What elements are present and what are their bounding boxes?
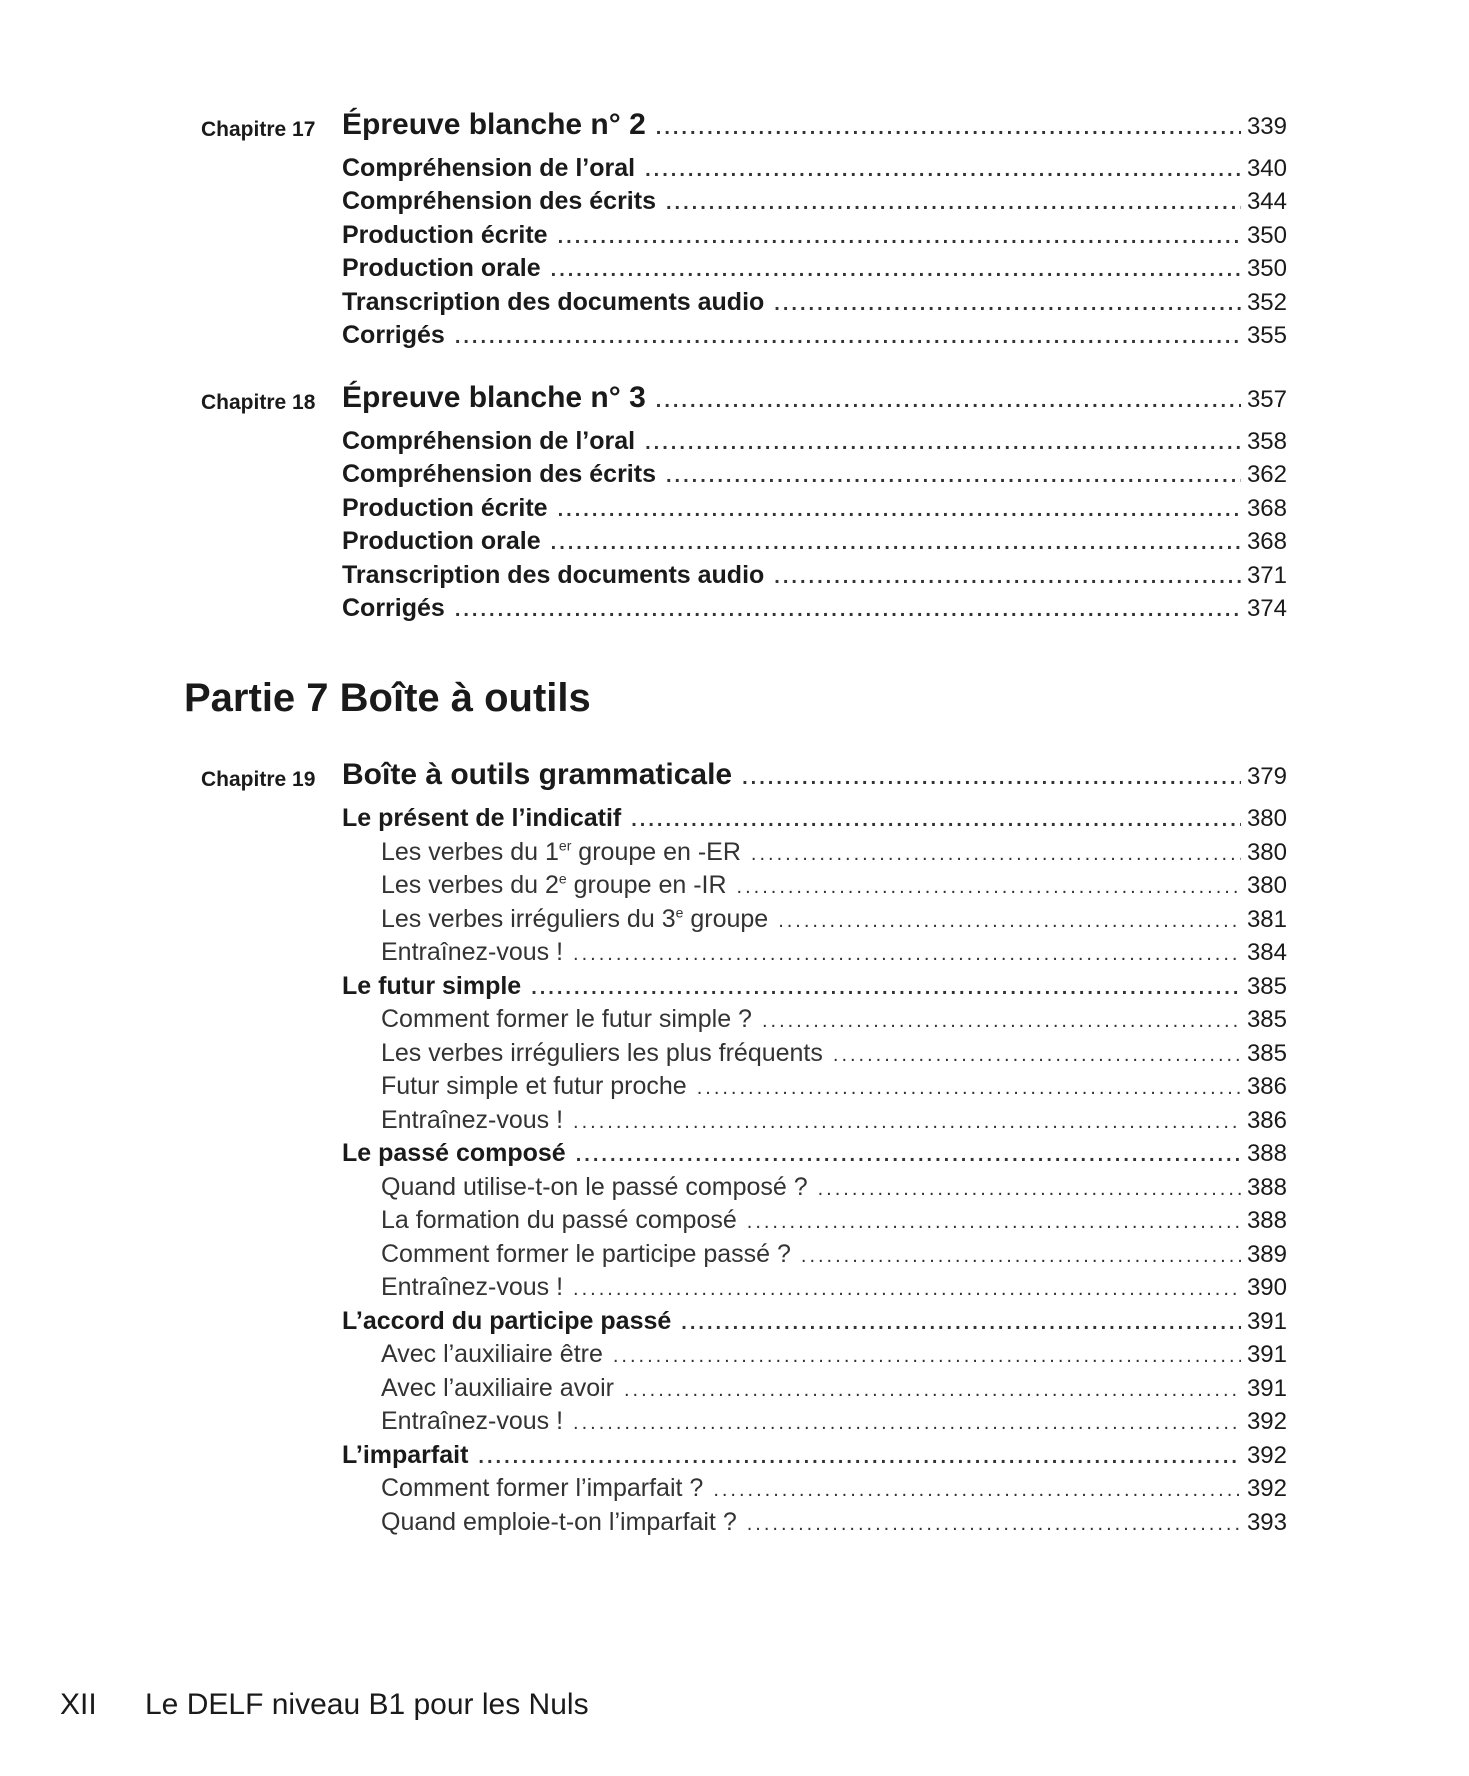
entry-title: Production orale (342, 254, 541, 282)
page-number: 389 (1246, 1241, 1287, 1268)
entry-title: Compréhension des écrits (342, 187, 656, 215)
dot-leader (558, 499, 1241, 522)
dot-leader (573, 1412, 1241, 1435)
entry-title: Production écrite (342, 221, 548, 249)
toc-subentry[interactable] (381, 1407, 1287, 1436)
subentry-title: Comment former le futur simple ? (381, 1005, 752, 1033)
subentry-title: La formation du passé composé (381, 1206, 737, 1234)
part-title: Partie 7 Boîte à outils (184, 676, 591, 720)
toc-entry[interactable] (342, 561, 1287, 590)
page-number: 386 (1246, 1073, 1287, 1100)
dot-leader (558, 226, 1241, 249)
dot-leader (713, 1479, 1241, 1502)
page-number: 379 (1246, 763, 1287, 790)
entry-title: L’imparfait (342, 1441, 469, 1469)
entry-title: Compréhension de l’oral (342, 427, 636, 455)
dot-leader (774, 566, 1241, 589)
page-number: 374 (1246, 595, 1287, 622)
toc-entry[interactable] (342, 154, 1287, 183)
subentry-title: Entraînez-vous ! (381, 938, 564, 966)
dot-leader (573, 1278, 1241, 1301)
toc-entry[interactable] (342, 460, 1287, 489)
page-number: 384 (1246, 939, 1287, 966)
toc-subentry[interactable] (381, 1273, 1287, 1302)
page-number: 390 (1246, 1274, 1287, 1301)
page-number: 371 (1246, 562, 1287, 589)
toc-subentry[interactable] (381, 1374, 1287, 1403)
subentry-title: Entraînez-vous ! (381, 1106, 564, 1134)
dot-leader (656, 117, 1241, 140)
entry-title: Le présent de l’indicatif (342, 804, 622, 832)
subentry-title: Entraînez-vous ! (381, 1407, 564, 1435)
dot-leader (666, 465, 1241, 488)
entry-title: Compréhension des écrits (342, 460, 656, 488)
toc-subentry[interactable] (381, 905, 1287, 934)
entry-title: Le passé composé (342, 1139, 566, 1167)
chapter-title: Boîte à outils grammaticale (342, 758, 733, 791)
dot-leader (666, 192, 1241, 215)
page-number: 355 (1246, 322, 1287, 349)
toc-subentry[interactable] (381, 1039, 1287, 1068)
dot-leader (478, 1446, 1241, 1469)
dot-leader (573, 943, 1241, 966)
toc-subentry[interactable] (381, 1240, 1287, 1269)
dot-leader (737, 876, 1241, 899)
toc-subentry[interactable] (381, 1474, 1287, 1503)
page-number: 388 (1246, 1140, 1287, 1167)
subentry-title: Entraînez-vous ! (381, 1273, 564, 1301)
page-number: 386 (1246, 1107, 1287, 1134)
dot-leader (645, 159, 1241, 182)
entry-title: Corrigés (342, 321, 445, 349)
page-number: 391 (1246, 1308, 1287, 1335)
footer-page-number: XII (60, 1688, 97, 1721)
dot-leader (613, 1345, 1241, 1368)
subentry-title: Les verbes du 2e groupe en -IR (381, 870, 727, 899)
toc-entry[interactable] (342, 972, 1287, 1001)
dot-leader (573, 1111, 1241, 1134)
toc-entry[interactable] (342, 527, 1287, 556)
page-number: 393 (1246, 1509, 1287, 1536)
toc-subentry[interactable] (381, 1106, 1287, 1135)
subentry-title: Avec l’auxiliaire être (381, 1340, 603, 1368)
subentry-title: Les verbes irréguliers les plus fréquents (381, 1039, 823, 1067)
subentry-title: Avec l’auxiliaire avoir (381, 1374, 614, 1402)
dot-leader (681, 1312, 1241, 1335)
toc-subentry[interactable] (381, 838, 1287, 867)
chapter-label: Chapitre 17 (201, 118, 316, 141)
toc-subentry[interactable] (381, 871, 1287, 900)
entry-title: Compréhension de l’oral (342, 154, 636, 182)
subentry-title: Quand emploie-t-on l’imparfait ? (381, 1508, 737, 1536)
entry-title: Production écrite (342, 494, 548, 522)
dot-leader (576, 1144, 1241, 1167)
page-number: 352 (1246, 289, 1287, 316)
entry-title: Production orale (342, 527, 541, 555)
page-number: 350 (1246, 222, 1287, 249)
entry-title: Le futur simple (342, 972, 522, 1000)
page-number: 368 (1246, 495, 1287, 522)
entry-title: Corrigés (342, 594, 445, 622)
toc-subentry[interactable] (381, 1508, 1287, 1537)
toc-entry[interactable] (342, 1307, 1287, 1336)
page-number: 380 (1246, 839, 1287, 866)
page-number: 368 (1246, 528, 1287, 555)
chapter-title-row[interactable] (342, 758, 1287, 792)
dot-leader (801, 1245, 1241, 1268)
toc-entry[interactable] (342, 594, 1287, 623)
subentry-title: Comment former l’imparfait ? (381, 1474, 704, 1502)
dot-leader (751, 843, 1241, 866)
dot-leader (656, 390, 1241, 413)
dot-leader (747, 1513, 1241, 1536)
chapter-label: Chapitre 18 (201, 391, 316, 414)
dot-leader (774, 293, 1241, 316)
footer-book-title: Le DELF niveau B1 pour les Nuls (145, 1688, 589, 1721)
toc-entry[interactable] (342, 1441, 1287, 1470)
page-number: 362 (1246, 461, 1287, 488)
toc-entry[interactable] (342, 427, 1287, 456)
page-number: 385 (1246, 973, 1287, 1000)
chapter-title-row[interactable] (342, 381, 1287, 415)
dot-leader (742, 767, 1241, 790)
page-number: 392 (1246, 1442, 1287, 1469)
toc-subentry[interactable] (381, 1005, 1287, 1034)
toc-entry[interactable] (342, 321, 1287, 350)
subentry-title: Comment former le participe passé ? (381, 1240, 791, 1268)
chapter-title-row[interactable] (342, 108, 1287, 142)
toc-entry[interactable] (342, 288, 1287, 317)
page-number: 350 (1246, 255, 1287, 282)
page-number: 388 (1246, 1174, 1287, 1201)
dot-leader (455, 326, 1241, 349)
dot-leader (833, 1044, 1241, 1067)
page-number: 344 (1246, 188, 1287, 215)
page-number: 392 (1246, 1475, 1287, 1502)
dot-leader (631, 809, 1241, 832)
entry-title: Transcription des documents audio (342, 561, 765, 589)
dot-leader (778, 910, 1241, 933)
toc-subentry[interactable] (381, 938, 1287, 967)
dot-leader (551, 259, 1241, 282)
page-number: 392 (1246, 1408, 1287, 1435)
subentry-title: Futur simple et futur proche (381, 1072, 687, 1100)
page-number: 357 (1246, 386, 1287, 413)
chapter-title: Épreuve blanche n° 2 (342, 108, 646, 141)
entry-title: L’accord du participe passé (342, 1307, 672, 1335)
toc-subentry[interactable] (381, 1206, 1287, 1235)
page-number: 381 (1246, 906, 1287, 933)
chapter-title: Épreuve blanche n° 3 (342, 381, 646, 414)
page-number: 340 (1246, 155, 1287, 182)
entry-title: Transcription des documents audio (342, 288, 765, 316)
toc-entry[interactable] (342, 187, 1287, 216)
toc-entry[interactable] (342, 221, 1287, 250)
toc-subentry[interactable] (381, 1340, 1287, 1369)
dot-leader (531, 977, 1241, 1000)
page-number: 385 (1246, 1040, 1287, 1067)
dot-leader (551, 532, 1241, 555)
toc-entry[interactable] (342, 494, 1287, 523)
dot-leader (762, 1010, 1241, 1033)
page-number: 380 (1246, 805, 1287, 832)
subentry-title: Les verbes irréguliers du 3e groupe (381, 904, 769, 933)
toc-entry[interactable] (342, 804, 1287, 833)
toc-entry[interactable] (342, 254, 1287, 283)
toc-entry[interactable] (342, 1139, 1287, 1168)
page-number: 391 (1246, 1341, 1287, 1368)
page-number: 358 (1246, 428, 1287, 455)
page-number: 391 (1246, 1375, 1287, 1402)
dot-leader (747, 1211, 1241, 1234)
page-number: 339 (1246, 113, 1287, 140)
page-number: 388 (1246, 1207, 1287, 1234)
dot-leader (624, 1379, 1241, 1402)
page-number: 380 (1246, 872, 1287, 899)
subentry-title: Les verbes du 1er groupe en -ER (381, 837, 741, 866)
dot-leader (455, 599, 1241, 622)
dot-leader (697, 1077, 1241, 1100)
toc-subentry[interactable] (381, 1173, 1287, 1202)
chapter-label: Chapitre 19 (201, 768, 316, 791)
page-number: 385 (1246, 1006, 1287, 1033)
subentry-title: Quand utilise-t-on le passé composé ? (381, 1173, 808, 1201)
dot-leader (645, 432, 1241, 455)
toc-subentry[interactable] (381, 1072, 1287, 1101)
dot-leader (818, 1178, 1241, 1201)
